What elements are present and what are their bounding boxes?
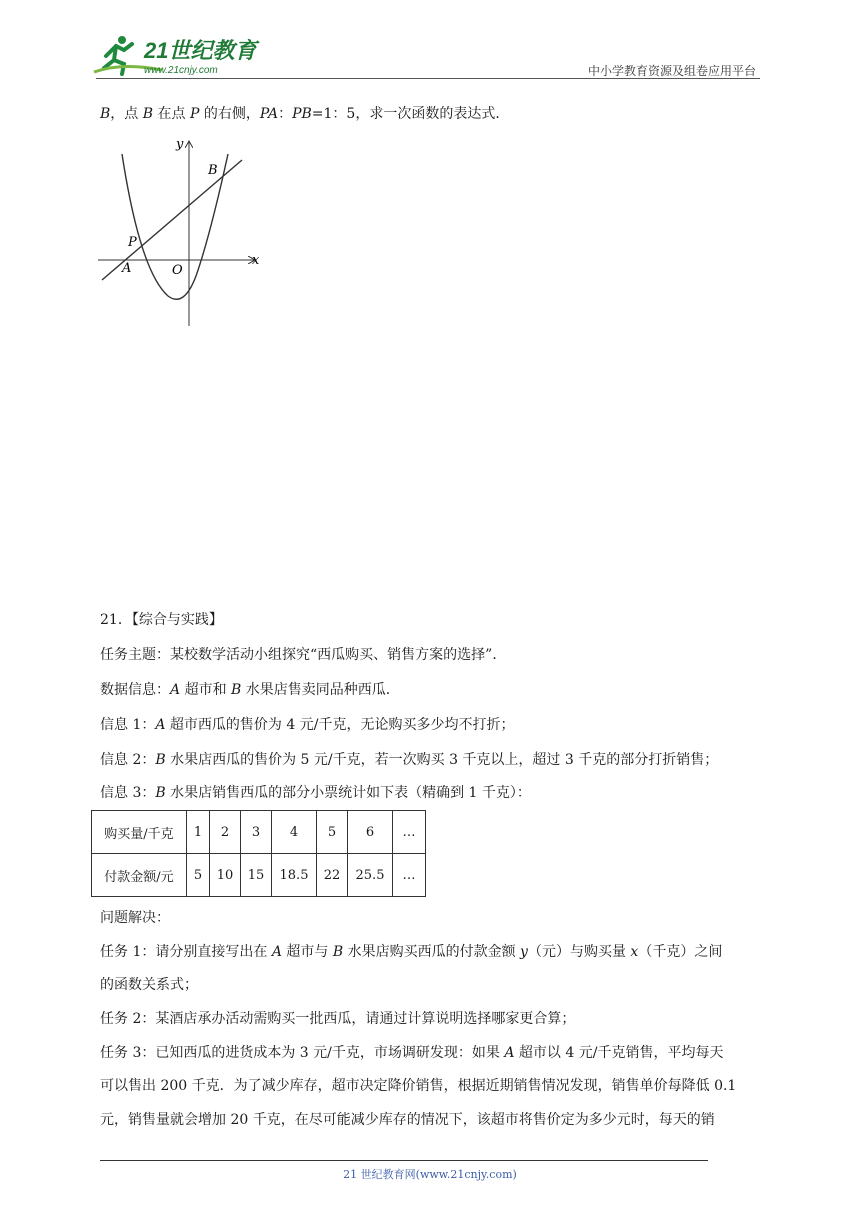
- q21-info1: [100, 715, 514, 735]
- text-segment: 信息 2：: [100, 752, 156, 768]
- q21-theme: 任务主题：某校数学活动小组探究“西瓜购买、销售方案的选择”．: [100, 647, 507, 663]
- q21-task2: 任务 2：某酒店承办活动需购买一批西瓜，请通过计算说明选择哪家更合算；: [100, 1011, 576, 1027]
- receipt-table: [91, 810, 426, 897]
- text-segment: 信息 1：: [100, 717, 156, 733]
- var-A: A: [271, 944, 282, 960]
- var-P: P: [189, 106, 200, 122]
- label-x: x: [252, 253, 260, 268]
- var-PB: PB: [292, 106, 312, 122]
- q21-task1-line2: 的函数关系式；: [100, 977, 198, 993]
- label-B: B: [208, 163, 218, 178]
- var-B: B: [100, 106, 111, 122]
- table-cell: …: [393, 854, 426, 897]
- text-segment: 水果店销售西瓜的部分小票统计如下表（精确到 1 千克）：: [165, 785, 531, 801]
- page-header: [0, 0, 860, 80]
- table-cell: 1: [187, 811, 210, 854]
- table-cell: 2: [210, 811, 241, 854]
- label-A: A: [122, 261, 132, 276]
- table-cell: 15: [241, 854, 272, 897]
- var-y: y: [520, 944, 528, 960]
- var-B: B: [155, 752, 166, 768]
- q21-title: 21．【综合与实践】: [100, 612, 223, 628]
- table-cell: …: [393, 811, 426, 854]
- q20-tail-line: [100, 104, 509, 124]
- var-A: A: [504, 1045, 515, 1061]
- table-cell: 18.5: [272, 854, 317, 897]
- var-B: B: [155, 785, 166, 801]
- label-P: P: [128, 235, 137, 250]
- logo-text: 21世纪教育: [144, 38, 257, 63]
- header-divider: [96, 78, 760, 79]
- q21-solve-heading: 问题解决：: [100, 910, 170, 926]
- table-cell: 5: [317, 811, 348, 854]
- var-A: A: [170, 682, 181, 698]
- text-segment: 超市西瓜的售价为 4 元/千克，无论购买多少均不打折；: [165, 717, 515, 733]
- q21-task1: [100, 942, 722, 962]
- var-B: B: [332, 944, 344, 960]
- table-row: [92, 854, 426, 897]
- footer-divider: [100, 1160, 708, 1161]
- logo-url: www.21cnjy.com: [144, 65, 218, 76]
- text-segment: 在点: [153, 106, 190, 122]
- var-x: x: [630, 944, 639, 960]
- label-O: O: [172, 263, 183, 278]
- table-cell: 3: [241, 811, 272, 854]
- text-segment: （千克）之间: [638, 944, 723, 960]
- q21-info2: [100, 750, 718, 770]
- q21-info3: [100, 783, 531, 803]
- table-cell: 4: [272, 811, 317, 854]
- text-segment: （元）与购买量: [527, 944, 631, 960]
- var-B: B: [231, 682, 242, 698]
- text-segment: ：: [278, 106, 293, 122]
- var-B: B: [142, 106, 154, 122]
- table-cell: 22: [317, 854, 348, 897]
- table-cell: 5: [187, 854, 210, 897]
- label-y: y: [176, 137, 184, 152]
- text-segment: 超市和: [180, 682, 232, 698]
- text-segment: 任务 3：已知西瓜的进货成本为 3 元/千克，市场调研发现：如果: [100, 1045, 505, 1061]
- var-PA: PA: [259, 106, 279, 122]
- text-segment: 超市以 4 元/千克销售，平均每天: [514, 1045, 724, 1061]
- table-row-header: 付款金额/元: [92, 854, 187, 897]
- text-segment: 的右侧，: [199, 106, 260, 122]
- text-segment: 水果店售卖同品种西瓜．: [241, 682, 400, 698]
- table-row-header: 购买量/千克: [92, 811, 187, 854]
- table-cell: 25.5: [348, 854, 393, 897]
- text-segment: 数据信息：: [100, 682, 170, 698]
- text-segment: 水果店购买西瓜的付款金额: [343, 944, 521, 960]
- q21-data-info: [100, 680, 400, 700]
- text-segment: 信息 3：: [100, 785, 156, 801]
- text-segment: ，点: [110, 106, 143, 122]
- text-segment: 任务 1：请分别直接写出在: [100, 944, 272, 960]
- table-cell: 10: [210, 854, 241, 897]
- site-logo: [92, 32, 272, 78]
- q21-task3-line3: 元，销售量就会增加 20 千克，在尽可能减少库存的情况下，该超市将售价定为多少元时，每天的销: [100, 1112, 715, 1128]
- var-A: A: [155, 717, 166, 733]
- page-footer: 21 世纪教育网(www.21cnjy.com): [343, 1168, 517, 1181]
- q21-task3-line2: 可以售出 200 千克．为了减少库存，超市决定降价销售，根据近期销售情况发现，销售单价每降低 0.1: [100, 1078, 737, 1094]
- text-segment: =1：5，求一次函数的表达式．: [311, 106, 510, 122]
- table-row: [92, 811, 426, 854]
- text-segment: 超市与: [281, 944, 333, 960]
- platform-title: 中小学教育资源及组卷应用平台: [587, 64, 756, 78]
- text-segment: 水果店西瓜的售价为 5 元/千克，若一次购买 3 千克以上，超过 3 千克的部分打折销售；: [165, 752, 719, 768]
- function-graph: [96, 136, 266, 332]
- table-cell: 6: [348, 811, 393, 854]
- q21-task3-line1: [100, 1043, 723, 1063]
